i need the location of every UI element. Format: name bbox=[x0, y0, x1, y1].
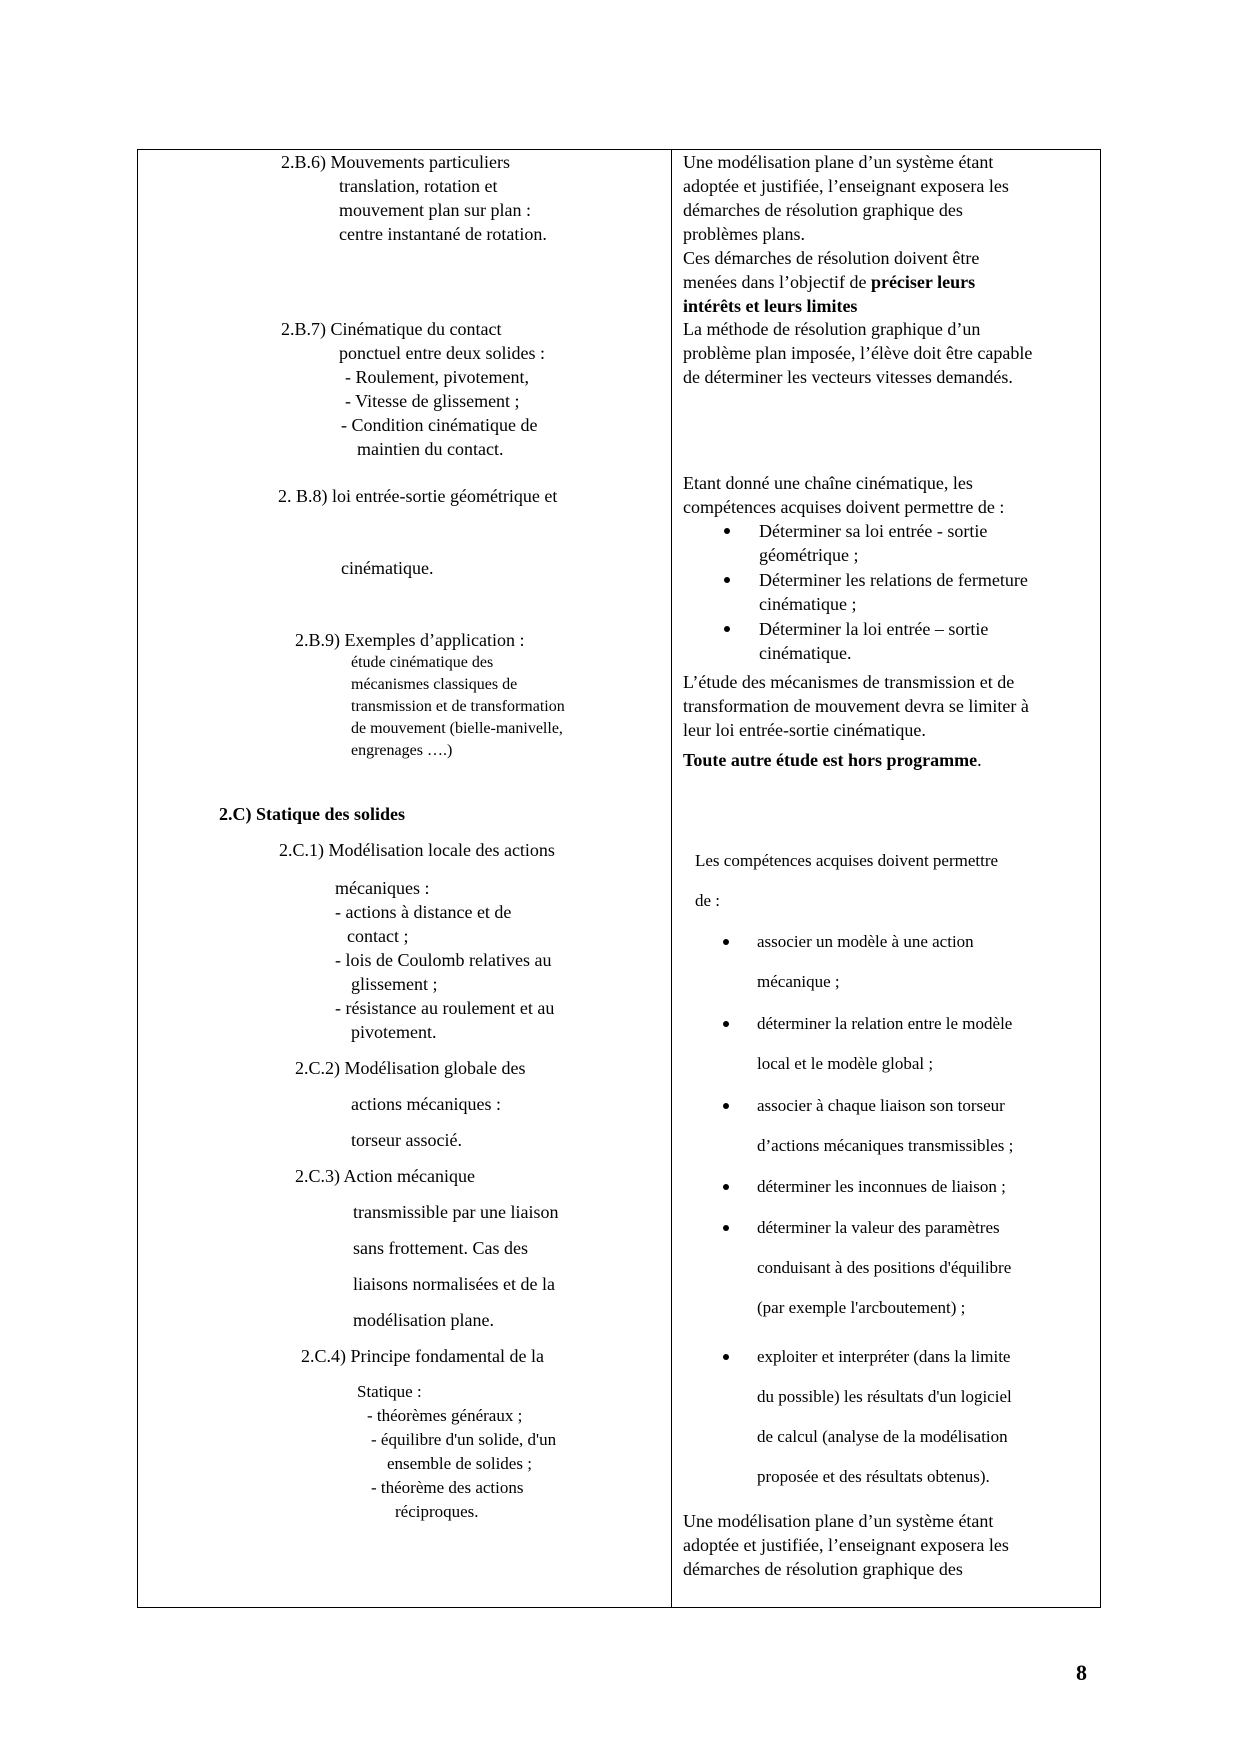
section-2c3-line: transmissible par une liaison bbox=[353, 1202, 559, 1222]
section-2c3-line: sans frottement. Cas des bbox=[353, 1238, 528, 1258]
section-2c2-line: actions mécaniques : bbox=[351, 1094, 501, 1114]
section-2c1-title: 2.C.1) Modélisation locale des actions bbox=[279, 840, 555, 860]
right-text-span: . bbox=[977, 750, 982, 770]
section-2c1-line: - actions à distance et de bbox=[335, 902, 512, 922]
emphasis-text: préciser leurs bbox=[870, 272, 976, 292]
list-item: cinématique ; bbox=[759, 594, 857, 614]
right-text-line: compétences acquises doivent permettre de : bbox=[683, 497, 1005, 517]
section-2c4-line: réciproques. bbox=[395, 1502, 479, 1521]
right-text-line: leur loi entrée-sortie cinématique. bbox=[683, 720, 926, 740]
list-item: Déterminer les relations de fermeture bbox=[759, 570, 1028, 590]
list-item: déterminer la valeur des paramètres bbox=[757, 1218, 1000, 1237]
right-text-line: Une modélisation plane d’un système étant bbox=[683, 1511, 994, 1531]
section-2b9-line: de mouvement (bielle-manivelle, bbox=[351, 720, 563, 737]
section-2c3-line: modélisation plane. bbox=[353, 1310, 494, 1330]
right-text-line bbox=[683, 748, 982, 772]
list-item: conduisant à des positions d'équilibre bbox=[757, 1258, 1012, 1277]
section-2c4-line: - théorème des actions bbox=[371, 1478, 524, 1497]
bullet-icon bbox=[723, 1354, 729, 1360]
section-2c1-line: pivotement. bbox=[351, 1022, 437, 1042]
right-text-line: problème plan imposée, l’élève doit être capable bbox=[683, 343, 1033, 363]
right-text-span: menées dans l’objectif de bbox=[683, 272, 871, 292]
section-2b6-line: mouvement plan sur plan : bbox=[339, 200, 531, 220]
section-2c4-line: - théorèmes généraux ; bbox=[367, 1406, 523, 1425]
list-item: d’actions mécaniques transmissibles ; bbox=[757, 1136, 1014, 1155]
bullet-icon bbox=[724, 626, 730, 632]
list-item: Déterminer sa loi entrée - sortie bbox=[759, 521, 988, 541]
list-item: Déterminer la loi entrée – sortie bbox=[759, 619, 989, 639]
right-text-line: Ces démarches de résolution doivent être bbox=[683, 248, 980, 268]
right-text-line: problèmes plans. bbox=[683, 224, 805, 244]
section-2b9-title: 2.B.9) Exemples d’application : bbox=[295, 630, 525, 650]
right-text-line: de : bbox=[695, 891, 721, 910]
section-2b8-line: cinématique. bbox=[341, 558, 434, 578]
right-text-line: de déterminer les vecteurs vitesses demandés. bbox=[683, 367, 1013, 387]
list-item: déterminer les inconnues de liaison ; bbox=[757, 1177, 1006, 1196]
list-item: proposée et des résultats obtenus). bbox=[757, 1467, 990, 1486]
right-text-line: Les compétences acquises doivent permettre bbox=[695, 851, 999, 870]
right-text-line: La méthode de résolution graphique d’un bbox=[683, 319, 981, 339]
list-item: géométrique ; bbox=[759, 545, 859, 565]
section-2b7-line: ponctuel entre deux solides : bbox=[339, 343, 545, 363]
section-2b6-line: centre instantané de rotation. bbox=[339, 224, 547, 244]
bullet-icon bbox=[724, 528, 730, 534]
section-2c2-title: 2.C.2) Modélisation globale des bbox=[295, 1058, 526, 1078]
bullet-icon bbox=[723, 1225, 729, 1231]
section-2b9-line: mécanismes classiques de bbox=[351, 676, 518, 693]
list-item: local et le modèle global ; bbox=[757, 1054, 934, 1073]
list-item: associer un modèle à une action bbox=[757, 932, 974, 951]
list-item: du possible) les résultats d'un logiciel bbox=[757, 1387, 1012, 1406]
right-text-line: Une modélisation plane d’un système étant bbox=[683, 152, 994, 172]
page-number: 8 bbox=[1076, 1660, 1087, 1685]
section-2c1-line: - résistance au roulement et au bbox=[335, 998, 555, 1018]
list-item: de calcul (analyse de la modélisation bbox=[757, 1427, 1008, 1446]
column-divider bbox=[671, 149, 672, 1608]
section-2c-heading: 2.C) Statique des solides bbox=[219, 804, 406, 824]
section-2b7-title: 2.B.7) Cinématique du contact bbox=[281, 319, 502, 339]
section-2c3-title: 2.C.3) Action mécanique bbox=[295, 1166, 475, 1186]
list-item: exploiter et interpréter (dans la limite bbox=[757, 1347, 1011, 1366]
section-2b9-line: engrenages ….) bbox=[351, 742, 453, 759]
list-item: associer à chaque liaison son torseur bbox=[757, 1096, 1005, 1115]
right-text-line: démarches de résolution graphique des bbox=[683, 200, 963, 220]
bullet-icon bbox=[723, 1021, 729, 1027]
bullet-icon bbox=[723, 939, 729, 945]
section-2b9-line: étude cinématique des bbox=[351, 654, 494, 671]
section-2c1-line: glissement ; bbox=[351, 974, 438, 994]
list-item: (par exemple l'arcboutement) ; bbox=[757, 1298, 966, 1317]
right-text-line: adoptée et justifiée, l’enseignant exposera les bbox=[683, 176, 1009, 196]
section-2b7-line: - Roulement, pivotement, bbox=[345, 367, 529, 387]
section-2b6-line: translation, rotation et bbox=[339, 176, 498, 196]
section-2c1-line: mécaniques : bbox=[335, 878, 430, 898]
section-2b9-line: transmission et de transformation bbox=[351, 698, 565, 715]
section-2c1-line: - lois de Coulomb relatives au bbox=[335, 950, 552, 970]
bullet-icon bbox=[724, 577, 730, 583]
bullet-icon bbox=[723, 1103, 729, 1109]
section-2c1-line: contact ; bbox=[347, 926, 409, 946]
right-text-line: Etant donné une chaîne cinématique, les bbox=[683, 473, 973, 493]
right-text-line: démarches de résolution graphique des bbox=[683, 1559, 963, 1579]
list-item: mécanique ; bbox=[757, 972, 840, 991]
list-item: cinématique. bbox=[759, 643, 852, 663]
right-text-line: L’étude des mécanismes de transmission et de bbox=[683, 672, 1015, 692]
section-2b8-title: 2. B.8) loi entrée-sortie géométrique et bbox=[278, 486, 558, 506]
section-2b7-line: maintien du contact. bbox=[357, 439, 504, 459]
right-text-line: adoptée et justifiée, l’enseignant exposera les bbox=[683, 1535, 1009, 1555]
right-text-line bbox=[683, 270, 975, 294]
section-2c4-line: - équilibre d'un solide, d'un bbox=[371, 1430, 557, 1449]
bullet-icon bbox=[723, 1184, 729, 1190]
section-2c4-line: ensemble de solides ; bbox=[387, 1454, 532, 1473]
emphasis-text: Toute autre étude est hors programme bbox=[683, 750, 978, 770]
section-2c4-title: 2.C.4) Principe fondamental de la bbox=[301, 1346, 544, 1366]
section-2c3-line: liaisons normalisées et de la bbox=[353, 1274, 555, 1294]
section-2c4-line: Statique : bbox=[357, 1382, 422, 1401]
section-2c2-line: torseur associé. bbox=[351, 1130, 462, 1150]
section-2b7-line: - Condition cinématique de bbox=[341, 415, 538, 435]
list-item: déterminer la relation entre le modèle bbox=[757, 1014, 1013, 1033]
emphasis-text: intérêts et leurs limites bbox=[683, 296, 858, 316]
section-2b6-title: 2.B.6) Mouvements particuliers bbox=[281, 152, 510, 172]
right-text-line: transformation de mouvement devra se limiter à bbox=[683, 696, 1029, 716]
section-2b7-line: - Vitesse de glissement ; bbox=[345, 391, 520, 411]
